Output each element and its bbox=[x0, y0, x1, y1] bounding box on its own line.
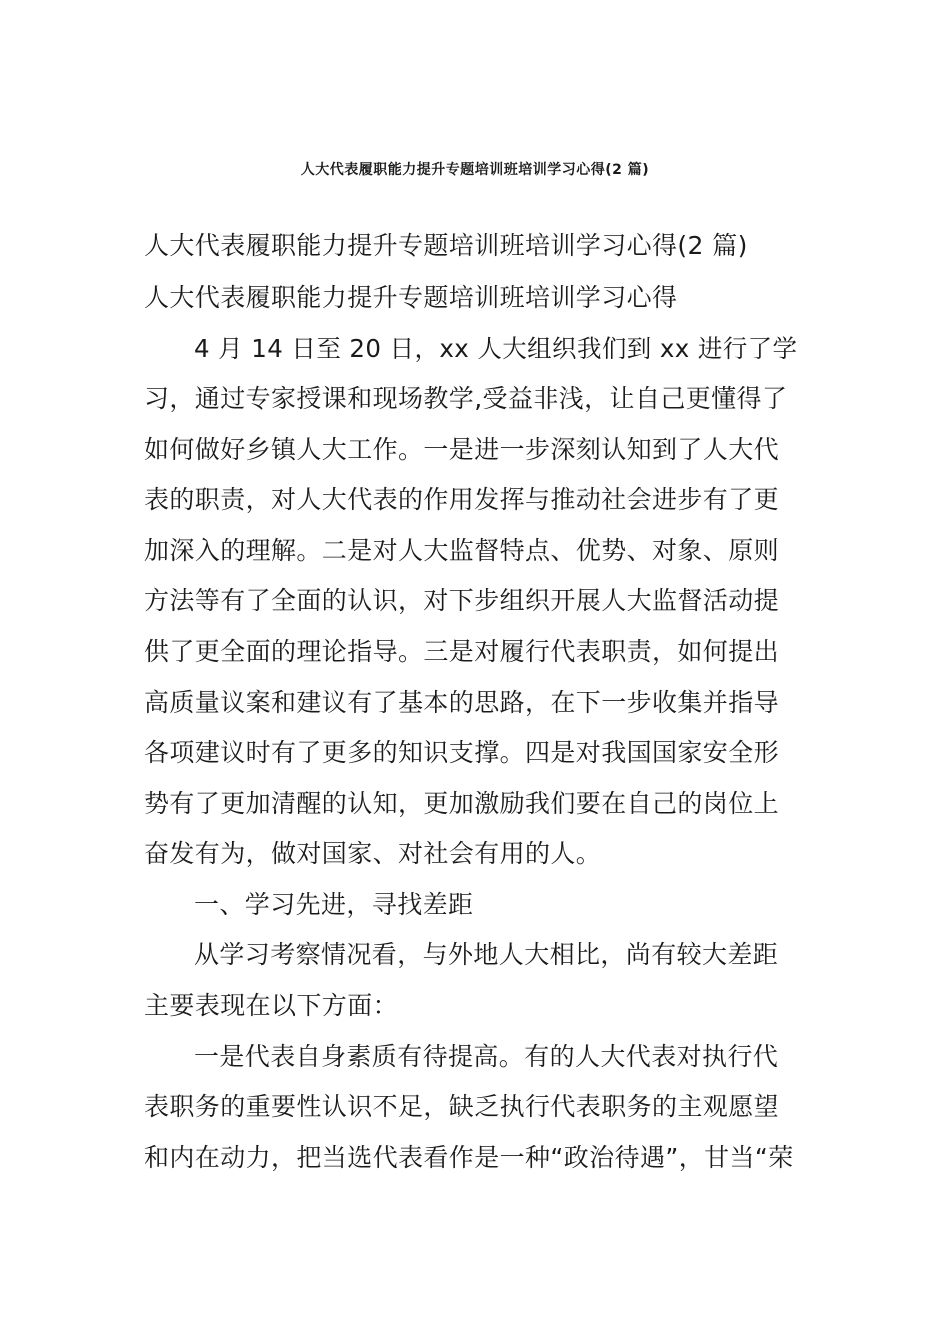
paragraph-line: 加深入的理解。二是对人大监督特点、优势、对象、原则 bbox=[144, 536, 780, 565]
paragraph-line: 高质量议案和建议有了基本的思路，在下一步收集并指导 bbox=[144, 688, 780, 717]
paragraph-line: 4 月 14 日至 20 日，xx 人大组织我们到 xx 进行了学 bbox=[194, 334, 798, 363]
paragraph-line: 从学习考察情况看，与外地人大相比，尚有较大差距 bbox=[194, 940, 779, 969]
paragraph-line: 和内在动力，把当选代表看作是一种“政治待遇”，甘当“荣 bbox=[144, 1143, 794, 1172]
paragraph-line: 表职务的重要性认识不足，缺乏执行代表职务的主观愿望 bbox=[144, 1092, 780, 1121]
subtitle-line: 人大代表履职能力提升专题培训班培训学习心得 bbox=[144, 283, 678, 312]
paragraph-line: 表的职责，对人大代表的作用发挥与推动社会进步有了更 bbox=[144, 485, 780, 514]
paragraph-line: 如何做好乡镇人大工作。一是进一步深刻认知到了人大代 bbox=[144, 435, 780, 464]
paragraph-line: 习，通过专家授课和现场教学,受益非浅，让自己更懂得了 bbox=[144, 384, 788, 413]
section-heading: 一、学习先进，寻找差距 bbox=[194, 890, 474, 919]
document-title: 人大代表履职能力提升专题培训班培训学习心得(2 篇) bbox=[300, 162, 650, 178]
paragraph-line: 方法等有了全面的认识，对下步组织开展人大监督活动提 bbox=[144, 586, 780, 615]
paragraph-line: 一是代表自身素质有待提高。有的人大代表对执行代 bbox=[194, 1042, 779, 1071]
paragraph-line: 奋发有为，做对国家、对社会有用的人。 bbox=[144, 839, 602, 868]
paragraph-line: 各项建议时有了更多的知识支撑。四是对我国国家安全形 bbox=[144, 738, 780, 767]
paragraph-line: 势有了更加清醒的认知，更加激励我们要在自己的岗位上 bbox=[144, 789, 780, 818]
subtitle-line: 人大代表履职能力提升专题培训班培训学习心得(2 篇) bbox=[144, 231, 748, 260]
paragraph-line: 主要表现在以下方面： bbox=[144, 991, 399, 1020]
paragraph-line: 供了更全面的理论指导。三是对履行代表职责，如何提出 bbox=[144, 637, 780, 666]
